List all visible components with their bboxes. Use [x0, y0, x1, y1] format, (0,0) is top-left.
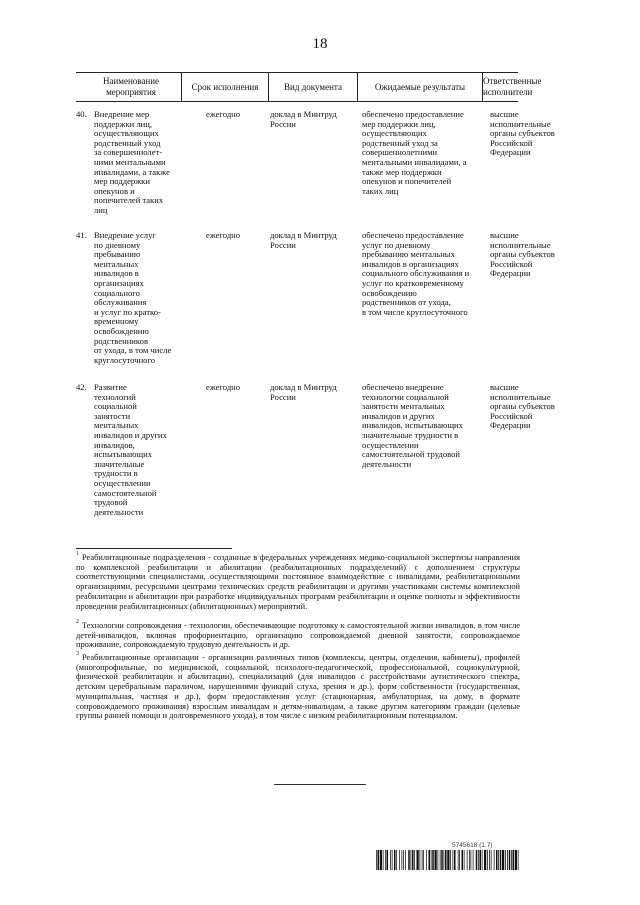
- responsible: высшие исполнительные органы субъектов Российской Федерации: [490, 382, 555, 431]
- barcode-bar: [513, 850, 515, 870]
- document-type: доклад в Минтруд России: [270, 382, 337, 402]
- barcode-bar: [464, 850, 465, 870]
- table-top-rule: [76, 72, 518, 73]
- barcode-bar: [420, 850, 421, 870]
- footnote: [76, 553, 520, 611]
- barcode-bar: [438, 850, 439, 870]
- footnote-separator: [76, 548, 232, 549]
- barcode-bar: [505, 850, 506, 870]
- term: ежегодно: [206, 109, 241, 119]
- responsible: высшие исполнительные органы субъектов Российской Федерации: [490, 230, 555, 279]
- barcode-bar: [518, 850, 519, 870]
- footnote-mark: 1: [76, 551, 79, 558]
- barcode-bar: [496, 850, 498, 870]
- barcode-bar: [441, 850, 443, 870]
- barcode-bar: [435, 850, 437, 870]
- barcode-bar: [469, 850, 470, 870]
- barcode-bar: [480, 850, 482, 870]
- column-header-doc-type: Вид документа: [284, 82, 342, 92]
- barcode-bar: [487, 850, 488, 870]
- barcode-bar: [453, 850, 454, 870]
- measure-name: Развитие технологий социальной занятости ментальных инвалидов и других инвалидов, испытывающих значительные трудности в осуществлении самостоятельной трудовой деятельности: [94, 382, 167, 517]
- barcode-bar: [502, 850, 504, 870]
- barcode-bar: [423, 850, 424, 870]
- barcode-bar: [376, 850, 377, 870]
- barcode-bar: [431, 850, 432, 870]
- barcode-bar: [380, 850, 382, 870]
- column-header-term: Срок исполнения: [191, 82, 259, 92]
- barcode-bar: [482, 850, 483, 870]
- barcode-bar: [473, 850, 474, 870]
- barcode-bar: [417, 850, 419, 870]
- barcode-bar: [507, 850, 508, 870]
- barcode-bar: [459, 850, 460, 870]
- barcode-bar: [494, 850, 495, 870]
- term: ежегодно: [206, 230, 241, 240]
- end-separator: [274, 784, 366, 785]
- barcode-bar: [422, 850, 423, 870]
- expected-result: обеспечено предоставление мер поддержки лиц, осуществляющих родственный уход за совершеннолетними ментальными инвалидами, а также мер поддержки опекунов и попечителей таких лиц: [362, 109, 467, 196]
- expected-result: обеспечено предоставление услуг по дневному пребыванию ментальных инвалидов в организациях социального обслуживания и услуг по кратковременному освобождению родственников от ухода, в том числе круглосуточного: [362, 230, 470, 317]
- footnote-text: Реабилитационные подразделения - созданные в федеральных учреждениях медико-социальной экспертизы направления по комплексной реабилитации и абилитации (реабилитационных подразделений) с дополнением структуры соответствующими специалистами, осуществляющими постоянное взаимодействие с инвалидами, реабилитационными организациями, ресурсными центрами технических средств реабилитации и другими участниками системы комплексной реабилитации и абилитации при разработке индивидуальных программ реабилитации и оценке полноты и эффективности проведения реабилитационных (абилитационных) мероприятий.: [76, 553, 520, 611]
- column-header-name: Наименование мероприятия: [102, 76, 160, 97]
- responsible: высшие исполнительные органы субъектов Российской Федерации: [490, 109, 555, 158]
- barcode-bar: [392, 850, 393, 870]
- barcode-bar: [408, 850, 410, 870]
- barcode-bar: [484, 850, 486, 870]
- barcode-bar: [396, 850, 397, 870]
- column-header-responsible: Ответственные исполнители: [483, 76, 542, 97]
- barcode-bar: [378, 850, 380, 870]
- barcode-bar: [402, 850, 403, 870]
- row-number: 41.: [76, 230, 87, 240]
- barcode: [376, 850, 519, 870]
- row-number: 40.: [76, 109, 87, 119]
- barcode-bar: [515, 850, 517, 870]
- barcode-bar: [447, 850, 449, 870]
- barcode-bar: [462, 850, 464, 870]
- barcode-bar: [454, 850, 456, 870]
- row-number: 42.: [76, 382, 87, 392]
- barcode-bar: [476, 850, 478, 870]
- column-header-results: Ожидаемые результаты: [374, 82, 466, 92]
- barcode-bar: [387, 850, 389, 870]
- barcode-bar: [445, 850, 447, 870]
- table-header-bottom-rule: [76, 101, 518, 102]
- barcode-bar: [458, 850, 459, 870]
- footnote: [76, 621, 520, 650]
- barcode-bar: [467, 850, 468, 870]
- barcode-bar: [403, 850, 404, 870]
- barcode-bar: [489, 850, 490, 870]
- barcode-bar: [511, 850, 512, 870]
- barcode-bar: [478, 850, 479, 870]
- document-type: доклад в Минтруд России: [270, 109, 337, 129]
- barcode-bar: [509, 850, 511, 870]
- footnote-mark: 3: [76, 651, 79, 658]
- document-type: доклад в Минтруд России: [270, 230, 337, 250]
- footnote-mark: 2: [76, 619, 79, 626]
- term: ежегодно: [206, 382, 241, 392]
- barcode-bar: [500, 850, 502, 870]
- barcode-bar: [414, 850, 415, 870]
- footnote-text: Технологии сопровождения - технологии, обеспечивающие подготовку к самостоятельной жизни инвалидов, в том числе детей-инвалидов, включая профориентацию, организацию сопровождаемой дневной занятости, сопровождаемое проживание, сопровождаемую трудовую деятельность и др.: [76, 621, 520, 650]
- document-code: 5745618 (1.7): [452, 842, 493, 849]
- barcode-bar: [399, 850, 400, 870]
- barcode-bar: [471, 850, 472, 870]
- barcode-bar: [440, 850, 441, 870]
- barcode-bar: [426, 850, 427, 870]
- barcode-bar: [385, 850, 386, 870]
- footnote-text: Реабилитационные организации - организации различных типов (комплексы, центры, отделения, кабинеты), профилей (многопрофильные, по медицинской, социальной, психолого-педагогической, профессиональной, социокультурной, физической реабилитации и абилитации), специализаций (для инвалидов с расстройствами аутистического спектра, детским церебральным параличом, нарушениями функций слуха, зрения и др.), форм собственности (государственная, муниципальная, частная и др.), форм предоставления услуг (стационарная, амбулаторная, на дому, в формате сопровождаемого проживания) взрослым инвалидам и детям-инвалидам, а также другим категориям граждан (целевые группы ранней помощи и долговременного ухода), в том числе с низким реабилитационным потенциалом.: [76, 653, 520, 721]
- barcode-bar: [412, 850, 414, 870]
- footnote: [76, 653, 520, 721]
- measure-name: Внедрение услуг по дневному пребыванию ментальных инвалидов в организациях социального обслуживания и услуг по кратко- временному освобождению родственников от ухода, в том числе круглосуточного: [94, 230, 172, 365]
- barcode-bar: [450, 850, 451, 870]
- page-number: 18: [312, 36, 328, 52]
- barcode-bar: [498, 850, 499, 870]
- expected-result: обеспечено внедрение технологии социальной занятости ментальных инвалидов и других инвалидов, испытывающих значительные трудности в осуществлении самостоятельной трудовой деятельности: [362, 382, 463, 469]
- barcode-bar: [405, 850, 406, 870]
- barcode-bar: [390, 850, 391, 870]
- barcode-bar: [444, 850, 445, 870]
- barcode-bar: [394, 850, 396, 870]
- barcode-bar: [432, 850, 434, 870]
- barcode-bar: [383, 850, 384, 870]
- barcode-bar: [491, 850, 492, 870]
- barcode-bar: [411, 850, 412, 870]
- barcode-bar: [429, 850, 431, 870]
- measure-name: Внедрение мер поддержки лиц, осуществляющих родственный уход за совершеннолет- ними ментальными инвалидами, а также мер поддержки опекунов и попечителей таких лиц: [94, 109, 170, 215]
